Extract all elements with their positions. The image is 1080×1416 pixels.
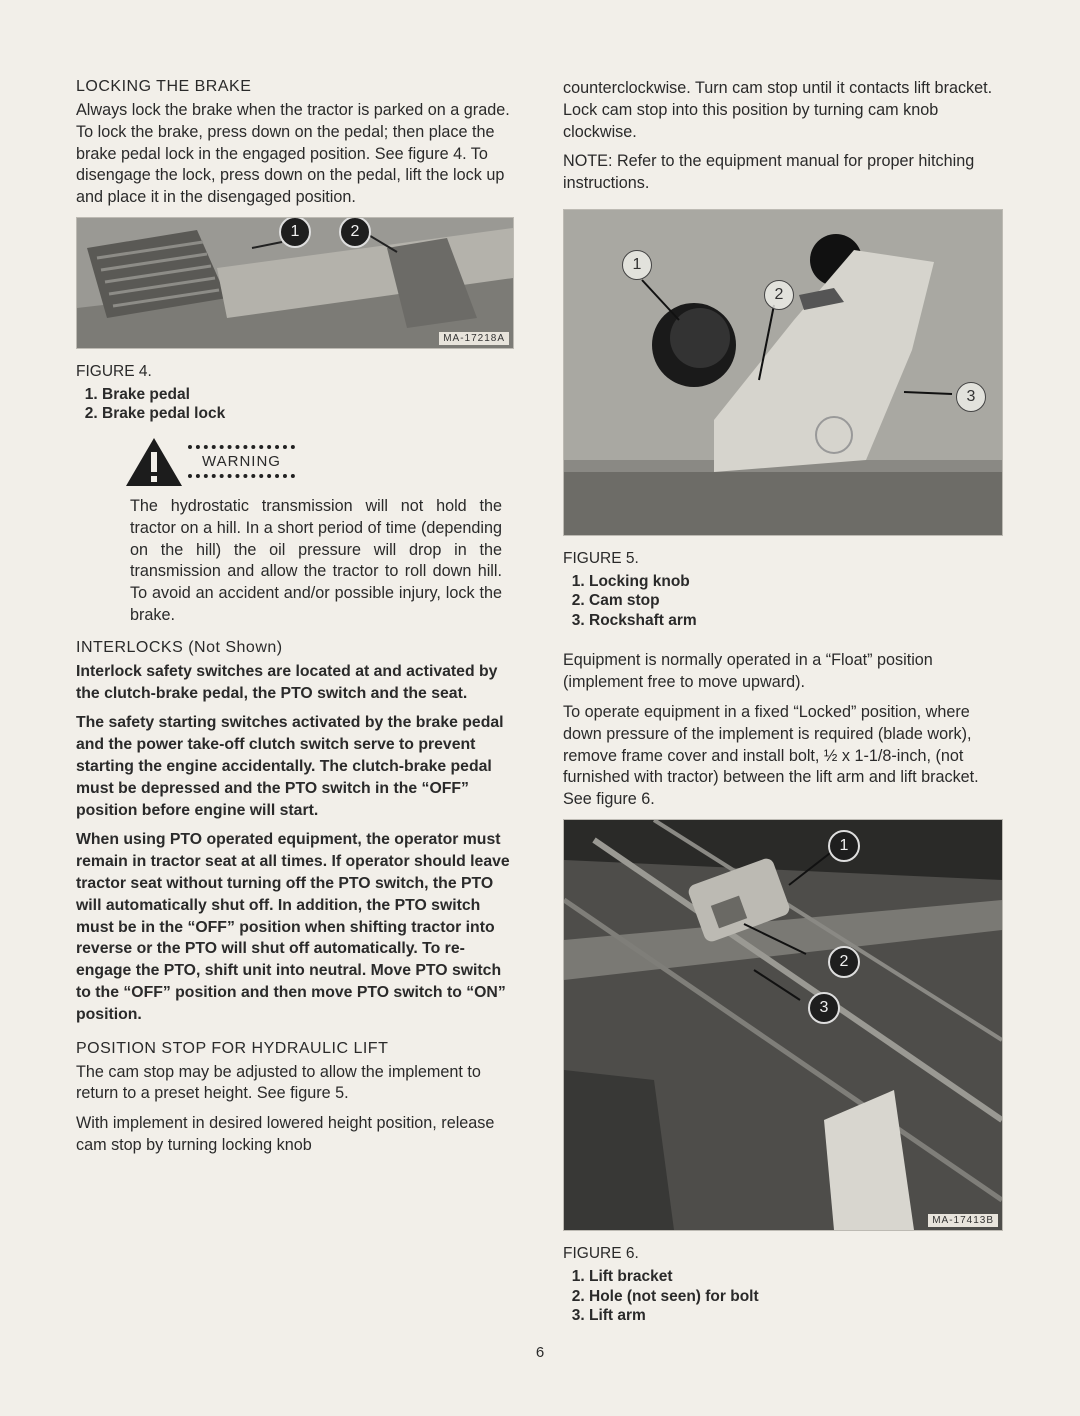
figure-6-item: 1. Lift bracket (589, 1267, 1003, 1287)
note-body: Refer to the equipment manual for proper hitching instructions. (563, 152, 975, 193)
right-column (563, 78, 1003, 1338)
figure-5-title: FIGURE 5. (563, 549, 639, 567)
equipment-float-text: Equipment is normally operated in a “Float” position (implement free to move upward). (563, 651, 933, 692)
figure-4-photo (76, 217, 514, 349)
figure-5-photo (563, 209, 1003, 536)
equipment-locked-text: To operate equipment in a fixed “Locked” position, where down pressure of the implement is required (blade work), remove frame cover and install bolt, ½ x 1-1/8-inch, (not furnished with tractor) between the lift arm and lift bracket. See figure 6. (563, 703, 979, 809)
warning-banner (124, 436, 514, 488)
figure-5-callout-3: 3 (956, 382, 986, 412)
figure-5-item: 3. Rockshaft arm (589, 611, 1003, 631)
interlocks-paragraph-1: Interlock safety switches are located at and activated by the clutch-brake pedal, the PTO switch and the seat. (76, 662, 498, 702)
figure-6-code: MA-17413B (928, 1214, 998, 1227)
figure-6-item: 2. Hole (not seen) for bolt (589, 1287, 1003, 1307)
figure-4-item: 2. Brake pedal lock (102, 404, 514, 424)
figure-4-item: 1. Brake pedal (102, 385, 514, 405)
figure-5-legend (563, 572, 1003, 631)
figure-6-callout-1: 1 (828, 830, 860, 862)
figure-4-title: FIGURE 4. (76, 362, 152, 380)
figure-6-legend (563, 1267, 1003, 1326)
note-text (563, 151, 1003, 195)
cam-stop-continued-text: counterclockwise. Turn cam stop until it contacts lift bracket. Lock cam stop into this position by turning cam knob clockwise. (563, 79, 993, 141)
figure-5-item: 2. Cam stop (589, 591, 1003, 611)
warning-text: The hydrostatic transmission will not hold the tractor on a hill. In a short period of time (depending on the hill) the oil pressure will drop in the transmission and allow the tractor to roll down hill. To avoid an accident and/or possible injury, lock the brake. (130, 496, 502, 624)
position-stop-paragraph-1: The cam stop may be adjusted to allow the implement to return to a preset height. See figure 5. (76, 1062, 481, 1103)
locking-brake-text: Always lock the brake when the tractor is parked on a grade. To lock the brake, press down on the pedal; then place the brake pedal lock in the engaged position. See figure 4. To disengage the lock, press down on the pedal, lift the lock up and place it in the disengaged position. (76, 101, 510, 207)
figure-4-legend (76, 385, 514, 424)
figure-6-callout-2: 2 (828, 946, 860, 978)
note-label: NOTE: (563, 152, 613, 171)
warning-label: WARNING (188, 445, 295, 478)
figure-4-callout-1: 1 (279, 217, 311, 248)
figure-5-callout-1: 1 (622, 250, 652, 280)
page-number: 6 (535, 1344, 545, 1361)
figure-6-photo (563, 819, 1003, 1231)
figure-4-code: MA-17218A (439, 332, 509, 345)
figure-6-item: 3. Lift arm (589, 1306, 1003, 1326)
left-column (76, 78, 514, 1165)
interlocks-heading: INTERLOCKS (Not Shown) (76, 638, 283, 656)
figure-5-item: 1. Locking knob (589, 572, 1003, 592)
warning-triangle-icon (124, 436, 184, 488)
figure-4-callout-2: 2 (339, 217, 371, 248)
interlocks-paragraph-3: When using PTO operated equipment, the operator must remain in tractor seat at all times. If operator should leave tractor seat without turning off the PTO switch, the PTO will automatically shut off. In addition, the PTO switch must be in the “OFF” position when shifting tractor into reverse or the PTO will shut off automatically. To re-engage the PTO, shift unit into neutral. Move PTO switch to the “OFF” position and then move PTO switch to “ON” position. (76, 831, 510, 1023)
figure-5-callout-2: 2 (764, 280, 794, 310)
lift-bracket-illustration (564, 820, 1002, 1230)
interlocks-paragraph-2: The safety starting switches activated by the brake pedal and the power take-off clutch switch serve to prevent starting the engine accidentally. The clutch-brake pedal must be depressed and the PTO switch in the “OFF” position before engine will start. (76, 714, 504, 819)
locking-brake-heading: LOCKING THE BRAKE (76, 78, 252, 95)
position-stop-heading: POSITION STOP FOR HYDRAULIC LIFT (76, 1039, 389, 1057)
figure-6-title: FIGURE 6. (563, 1245, 639, 1263)
figure-6-callout-3: 3 (808, 992, 840, 1024)
position-stop-paragraph-2: With implement in desired lowered height position, release cam stop by turning locking knob (76, 1114, 495, 1154)
